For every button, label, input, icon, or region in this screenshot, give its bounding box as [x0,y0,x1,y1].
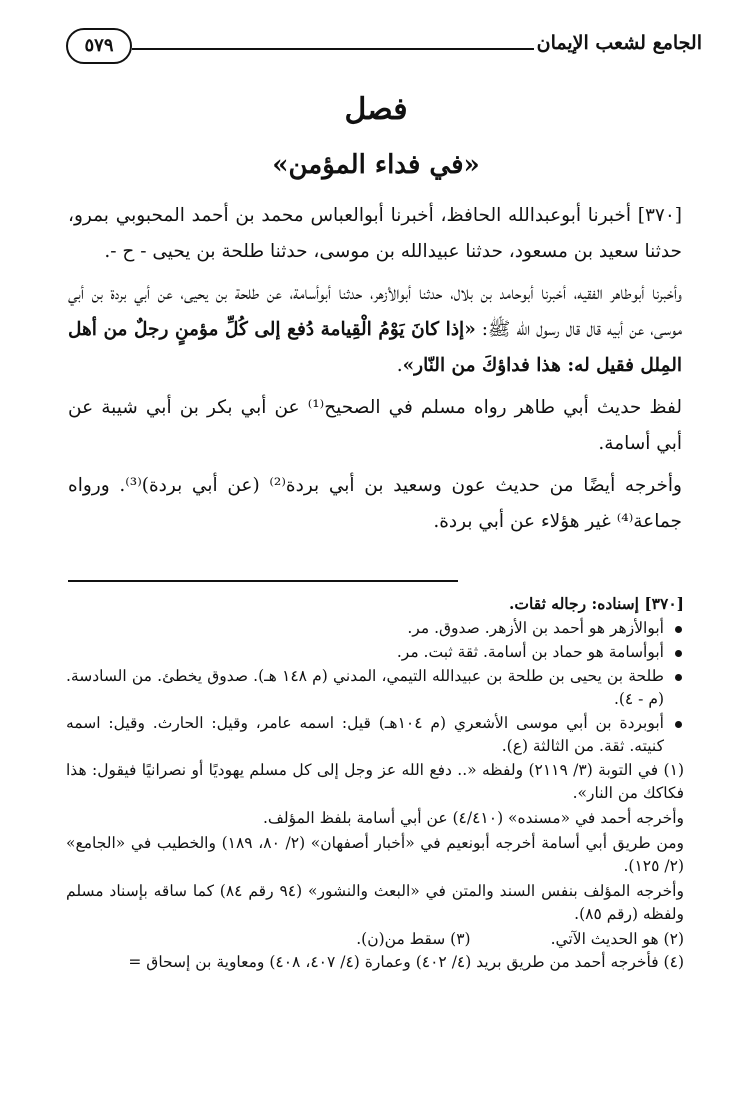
hadith-text: «إذا كانَ يَوْمُ الْقِيامة دُفع إلى كُلِّ مؤمنٍ رجلٌ من أهل المِلل فقيل له: هذا فداؤكَ من النّار» [68,319,682,376]
footnotes-2-3 [66,928,684,951]
page-header [66,28,702,68]
isnad-note-head: [٣٧٠] إسناده: رجاله ثقات. [509,594,684,613]
isnad-intro: وأخبرنا أبوطاهر الفقيه، أخبرنا أبوحامد بن بلال، حدثنا أبوالأزهر، حدثنا أبوأسامة، عن طلحة بن يحيى، عن أبي بردة بن أبي موسى، عن أبيه قال قال رسول الله ﷺ: [68,283,682,340]
main-text [68,198,682,546]
footnote-4: (٤) فأخرجه أحمد من طريق بريد (٤/ ٤٠٢) وعمارة (٤/ ٤٠٧، ٤٠٨) ومعاوية بن إسحاق = [128,953,684,971]
narrator-list [66,617,684,758]
paragraph-source: لفظ حديث أبي طاهر رواه مسلم في الصحيح⁽¹⁾ عن أبي بكر بن أبي شيبة عن أبي أسامة. [68,397,682,454]
narrator-item: طلحة بن يحيى بن طلحة بن عبيدالله التيمي، المدني (م ١٤٨ هـ). صدوق يخطئ. من السادسة. (م - ٤). [66,665,664,711]
paragraph-isnad-2 [68,276,682,384]
hadith-end: . [396,355,403,376]
footnote-divider [68,580,458,582]
footnote-1: (١) في التوبة (٣/ ٢١١٩) ولفظه «.. دفع الله عز وجل إلى كل مسلم يهوديًا أو نصرانيًا فيقول: هذا فكاكك من النار». [66,761,684,802]
running-title: الجامع لشعب الإيمان [536,32,702,54]
paragraph-other-routes: وأخرجه أيضًا من حديث عون وسعيد بن أبي بردة⁽²⁾ (عن أبي بردة)⁽³⁾. ورواه جماعة⁽⁴⁾ غير هؤلاء عن أبي بردة. [68,475,682,532]
section-title: فصل [344,92,408,127]
page-number: ٥٧٩ [66,28,132,64]
narrator-item: أبوأسامة هو حماد بن أسامة. ثقة ثبت. مر. [66,641,664,664]
narrator-item: أبوبردة بن أبي موسى الأشعري (م ١٠٤هـ) قيل: اسمه عامر، وقيل: الحارث. وقيل: اسمه كنيته. ثقة. من الثالثة (ع). [66,712,664,758]
footnote-1-ahmad: وأخرجه أحمد في «مسنده» (٤/٤١٠) عن أبي أسامة بلفظ المؤلف. [262,809,684,827]
footnote-1-author: وأخرجه المؤلف بنفس السند والمتن في «البعث والنشور» (٩٤ رقم ٨٤) كما ساقه بإسناد مسلم ولفظه (رقم ٨٥). [66,882,684,923]
section-subtitle: «في فداء المؤمن» [272,150,480,180]
header-rule [132,48,534,50]
narrator-item: أبوالأزهر هو أحمد بن الأزهر. صدوق. مر. [66,617,664,640]
footnote-2: (٢) هو الحديث الآتي. [550,930,684,948]
footnote-1-abunuaym: ومن طريق أبي أسامة أخرجه أبونعيم في «أخبار أصفهان» (٢/ ٨٠، ١٨٩) والخطيب في «الجامع» (٢/ ١٢٥). [66,834,684,875]
footnote-3: (٣) سقط من(ن). [356,930,471,948]
paragraph-isnad-1: [٣٧٠] أخبرنا أبوعبدالله الحافظ، أخبرنا أبوالعباس محمد بن أحمد المحبوبي بمرو، حدثنا سعيد بن مسعود، حدثنا عبيدالله بن موسى، حدثنا طلحة بن يحيى - ح -. [68,205,682,262]
footnotes [66,592,684,976]
